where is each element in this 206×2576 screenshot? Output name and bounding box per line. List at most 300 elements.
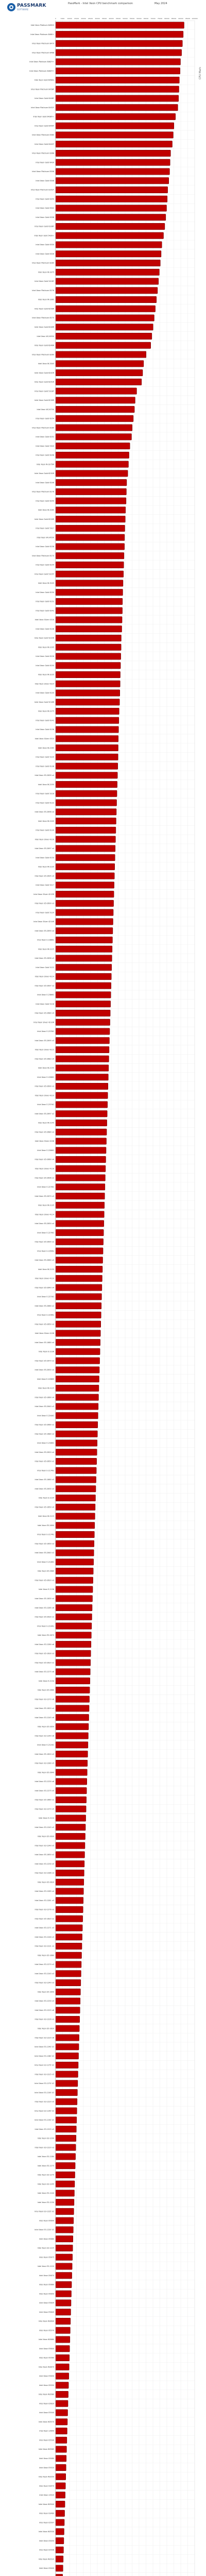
bar [56,836,115,842]
bar [56,2437,67,2443]
bar [56,1348,100,1354]
category-label: Intel Xeon E5-1620 v3 [35,1753,54,1755]
bar [56,1586,93,1592]
chart-title: PassMark - Intel Xeon CPU benchmark comparison [68,2,133,5]
bar [56,2263,72,2269]
bar [56,1165,106,1172]
category-label: Intel Xeon X5660 [39,2283,54,2286]
bar [56,1714,89,1720]
category-label: Intel Xeon E5-2696 v2 [35,1177,54,1179]
bar [56,1458,97,1464]
bar [56,1440,97,1446]
bar [56,2245,73,2251]
category-label: Intel Xeon E-2286G [37,1149,54,1151]
bar [56,1669,90,1675]
x-tick-label: 50000 [123,18,128,20]
category-label: Intel Xeon Gold 6226R [34,518,54,520]
bar [56,104,178,110]
category-label: Intel Xeon E-2174G [37,1533,54,1536]
x-tick-label: 85000 [171,18,177,20]
category-label: Intel Xeon E3-1230 v3 [35,2000,54,2003]
bar [56,617,122,623]
category-label: Intel Xeon Gold 6246R [34,344,54,347]
category-label: Intel Xeon E-2134 [38,1680,54,1682]
bar [56,178,169,184]
bar [56,2291,72,2297]
category-label: Intel Xeon Gold 6458Q [34,79,54,81]
bar [56,2519,64,2526]
category-label: Intel Xeon E3-1220 v5 [35,2100,54,2103]
category-label: Intel Xeon Silver 4208 [35,1140,54,1143]
category-label: Intel Xeon E5-2690 v3 [35,1085,54,1088]
bar [56,772,117,778]
bar [56,214,166,221]
category-label: Intel Xeon E-2144G [37,1625,54,1628]
category-label: Intel Xeon E-2288G [37,1076,54,1078]
bar [56,141,173,147]
bar [56,1321,101,1327]
bar [56,1184,105,1190]
bar [56,2556,63,2562]
bar [56,2364,69,2370]
bar [56,59,180,65]
bar [56,2446,66,2452]
bar [56,589,123,595]
bar [56,232,164,239]
category-label: Intel Xeon E5-2690 v2 [35,1241,54,1243]
bar [56,22,184,28]
category-label: Intel Xeon E5-2640 [37,1771,54,1774]
category-label: Intel Xeon Gold 6438Y+ [33,115,54,118]
bar [56,1046,109,1053]
bar [56,717,119,723]
category-label: Intel Xeon E3-1276 v3 [35,1908,54,1911]
category-label: Intel Xeon X5670 [39,2274,54,2277]
bar [56,2391,68,2397]
category-label: Intel Xeon E5-1620 v4 [35,1707,54,1710]
category-label: Intel Xeon Gold 6342 [36,207,54,210]
bar [56,525,125,531]
bar [56,488,126,495]
category-label: Intel Xeon W-2475X [37,408,54,411]
bar [56,1879,84,1885]
category-label: Intel Xeon Silver 4314 [35,683,54,685]
bar [56,1998,80,2004]
bar [56,1705,89,1711]
category-label: Intel Xeon X5680 [39,2238,54,2240]
bar [56,1138,107,1144]
category-label: Intel Xeon E5-2650 v3 [35,1323,54,1326]
x-tick-label: 15000 [74,18,79,20]
category-label: Intel Xeon L5520 [39,2494,54,2497]
category-label: Intel Xeon Gold 5318Y [35,390,54,393]
bar [56,1559,94,1565]
category-label: Intel Xeon Gold 5418Y [35,280,54,283]
x-tick-label: 35000 [101,18,107,20]
category-label: Intel Xeon E3-1280 v6 [35,1643,54,1646]
bar [56,461,128,467]
category-label: Intel Xeon Platinum 8460Y+ [29,70,54,72]
category-label: Intel Xeon W3690 [38,2320,54,2323]
bar [56,369,143,376]
x-tick-label: 45000 [115,18,121,20]
category-label: Intel Xeon X5690 [39,2219,54,2222]
category-label: Intel Xeon E5-2697 v4 [35,848,54,850]
category-label: Intel Xeon E5640 [39,2347,54,2350]
category-label: Intel Xeon W3570 [38,2420,54,2423]
bar [56,168,169,175]
bar [56,919,113,925]
x-tick-label: 60000 [136,18,142,20]
category-label: Intel Xeon W-2135 [38,1204,54,1207]
bar [56,1193,105,1199]
category-label: Intel Xeon Gold 6238R [34,399,54,402]
bar [56,113,176,120]
bar [56,1074,108,1080]
bar [56,653,121,659]
category-label: Intel Xeon Gold 6148 [36,628,54,630]
category-label: Intel Xeon W-2245 [38,820,54,822]
bar [56,744,118,751]
bar [56,763,118,769]
bar [56,1495,95,1501]
category-label: Intel Xeon E-2186G [37,1442,54,1445]
category-label: Intel Xeon E5-2683 v4 [35,1058,54,1060]
bar [56,196,167,202]
category-label: Intel Xeon E5-2620 v4 [35,1451,54,1453]
category-label: Intel Xeon Gold 6246 [36,481,54,484]
category-label: Intel Xeon W-3235 [38,673,54,676]
category-label: Intel Xeon Gold 5320 [36,445,54,447]
category-label: Intel Xeon E5-1660 [37,1954,54,1957]
category-label: Intel Xeon E5620 [39,2402,54,2405]
category-label: Intel Xeon E5-2695 v4 [35,875,54,877]
category-label: Intel Xeon X3450 [39,2539,54,2542]
bar [56,2181,75,2187]
bar [56,1092,108,1098]
category-label: Intel Xeon W-2123 [38,1515,54,1518]
bar [56,671,121,677]
x-tick-label: 0 [55,18,56,20]
category-label: Intel Xeon E3-1285 v6 [35,1606,54,1609]
category-label: Intel Xeon Gold 5118 [36,1003,54,1005]
bar [56,315,154,321]
category-label: Intel Xeon Platinum 8352Y [31,189,54,191]
bar [56,150,170,156]
category-label: Intel Xeon Silver 4216 [35,838,54,841]
bar [56,1202,105,1208]
category-label: Intel Xeon E5-2660 v3 [35,1259,54,1262]
category-label: Intel Xeon W-2133 [38,1268,54,1270]
category-label: Intel Xeon E5-1650 v3 [35,1543,54,1545]
bar [56,1742,88,1748]
bar [56,2574,63,2576]
bar [56,1797,87,1803]
bar [56,955,112,961]
bar [56,973,111,979]
category-label: Intel Xeon Gold 6132 [36,802,54,804]
category-label: Intel Xeon X5570 [39,2329,54,2332]
bar [56,1312,101,1318]
category-label: Intel Xeon E3-1220 V2 [35,2229,54,2231]
category-label: Intel Xeon Gold 5420+ [34,234,54,237]
category-label: Intel Xeon Gold 5218 [36,792,54,795]
bar [56,1330,100,1336]
bar [56,754,118,760]
bar [56,1925,82,1931]
category-label: Intel Xeon Silver 4116 [35,1167,54,1170]
bar [56,1001,111,1007]
category-label: Intel Xeon E5-2680 [37,1570,54,1572]
bar [56,534,125,540]
category-label: Intel Xeon Gold 6336Y [35,225,54,228]
category-label: Intel Xeon Platinum 8270 [32,317,54,319]
bar [56,580,123,586]
bar [56,1294,101,1300]
category-label: Intel Xeon Silver 4316 [35,619,54,621]
category-label: Intel Xeon E5-2690 v4 [35,929,54,932]
bar [56,2098,77,2105]
category-label: Intel Xeon E5-1650 v2 [35,1854,54,1856]
bar [56,2318,71,2324]
bar [56,425,132,431]
category-label: Intel Xeon X3470 [39,2485,54,2487]
category-label: Intel Xeon E3-1230 v5 [35,1862,54,1865]
bar [56,1540,94,1547]
category-label: Intel Xeon Silver 4215R [33,893,54,895]
category-label: Intel Xeon E5-2640 v3 [35,1405,54,1408]
category-label: Intel Xeon W3540 [38,2503,54,2505]
category-label: Intel Xeon L5640 [39,2430,54,2432]
bar [56,2108,77,2114]
category-label: Intel Xeon Gold 6240R [34,371,54,374]
bar [56,809,116,815]
category-label: Intel Xeon Gold 6230R [34,472,54,475]
category-label: Intel Xeon W-2125 [38,1387,54,1389]
bar [56,86,179,92]
x-tick-label: 80000 [164,18,169,20]
category-label: Intel Xeon W-3265 [38,509,54,512]
category-label: Intel Xeon W-2275 [38,710,54,713]
category-label: Intel Xeon W-2295 [38,646,54,649]
category-label: Intel Xeon E5-2640 v2 [35,1552,54,1554]
bar [56,2336,70,2343]
bar [56,388,136,394]
category-label: Intel Xeon E3-1281 v3 [35,1899,54,1902]
bar [56,946,112,952]
bar [56,1943,82,1949]
category-label: Intel Xeon E3-1240 v3 [35,1981,54,1984]
bar [56,708,119,714]
bar [56,1467,96,1473]
category-label: Intel Xeon Gold 6254 [36,417,54,420]
bar [56,2300,71,2306]
bar [56,818,116,824]
bar [56,2044,79,2050]
category-label: Intel Xeon E5-2640 v4 [35,1286,54,1289]
category-label: Intel Xeon X5650 [39,2293,54,2295]
bar [56,2144,76,2150]
category-label: Intel Xeon E-2388G [37,939,54,941]
category-label: Intel Xeon E-2236 [38,1350,54,1353]
bar [56,2483,65,2489]
bar [56,1403,98,1410]
category-label: Intel Xeon E3-1270 v3 [35,1963,54,1966]
bar [56,1239,104,1245]
category-label: Intel Xeon E5-1630 v4 [35,1597,54,1600]
bar [56,1358,100,1364]
category-label: Intel Xeon E-2278G [37,1186,54,1189]
bar [56,790,117,796]
bar [56,1248,103,1254]
bar [56,644,121,650]
category-label: Intel Xeon Gold 6138 [36,765,54,768]
category-label: Intel Xeon Platinum 8280 [32,262,54,264]
category-label: Intel Xeon E5-2695 v3 [35,1039,54,1042]
bar [56,1989,80,1995]
bar [56,982,111,989]
bar [56,242,162,248]
category-label: Intel Xeon E3-1225 v3 [35,2128,54,2130]
category-label: Intel Xeon E5-2650 v2 [35,1460,54,1463]
bar [56,2089,77,2095]
category-label: Intel Xeon Silver 4310 [35,737,54,740]
category-label: Intel Xeon E5-2680 v4 [35,1012,54,1014]
bar [56,690,120,696]
category-label: Intel Xeon E5-1660 v4 [35,1396,54,1399]
category-label: Intel Xeon Gold 6258R [34,308,54,310]
category-label: Intel Xeon E5-2690 [37,1524,54,1527]
category-label: Intel Xeon Gold 6326 [36,252,54,255]
bar [56,1604,92,1611]
bar [56,2135,76,2141]
category-label: Intel Xeon E5645 [39,2311,54,2313]
category-label: Intel Xeon E5-2680 v3 [35,1131,54,1133]
bar [56,863,115,870]
category-label: Intel Xeon Gold 6330 [36,244,54,246]
bar [56,2035,79,2041]
category-label: Intel Xeon Gold 6354 [36,198,54,200]
bar [56,1367,99,1373]
category-label: Intel Xeon E5-1630 v3 [35,1652,54,1655]
bar [56,2235,73,2242]
bar [56,1614,92,1620]
category-label: Intel Xeon E5-2680 v2 [35,1304,54,1307]
bar [56,1038,109,1044]
bar [56,1806,86,1812]
bar [56,2428,67,2434]
category-label: Intel Xeon E5-2620 [37,1881,54,1884]
bar [56,2281,72,2287]
bar [56,2400,68,2406]
bar [56,1733,88,1739]
category-label: Intel Xeon E3-1225 [37,2247,54,2249]
bar [56,1266,102,1272]
category-label: Intel Xeon Gold 5220R [34,637,54,639]
category-label: Intel Xeon E3-1280 [37,2156,54,2158]
category-label: Intel Xeon E3-1270 v6 [35,1698,54,1701]
category-label: Intel Xeon E-2386G [37,994,54,996]
category-label: Intel Xeon W3670 [38,2366,54,2368]
bar [56,544,125,550]
category-label: Intel Xeon Gold 6242 [36,609,54,612]
bar [56,187,168,193]
category-label: Intel Xeon Gold 5218R [34,701,54,703]
category-label: Intel Xeon Silver 4214 [35,975,54,978]
bar [56,937,112,943]
x-tick-label: 30000 [95,18,100,20]
category-label: Intel Xeon X3460 [39,2512,54,2515]
bar [56,1302,101,1309]
category-label: Intel Xeon E3-1230 [37,2201,54,2204]
category-label: Intel Xeon W-3365 [38,298,54,301]
bar [56,1284,102,1291]
bar [56,2199,74,2205]
category-label: Intel Xeon W-2495X [37,335,54,337]
bar [56,1129,107,1135]
bar [56,2510,65,2516]
x-tick-label: 20000 [81,18,86,20]
bar [56,333,152,339]
category-label: Intel Xeon Gold 6240 [36,500,54,502]
category-label: Intel Xeon Gold 5122 [36,966,54,969]
category-label: Intel Xeon E3-1220 [37,2265,54,2268]
category-label: Intel Xeon E3-1220 v3 [35,2146,54,2149]
category-label: Intel Xeon W3530 [38,2531,54,2533]
category-label: Intel Xeon E5540 [39,2412,54,2414]
category-label: Intel Xeon E5530 [39,2439,54,2442]
category-label: Intel Xeon E-2246G [37,1314,54,1316]
bar [56,827,116,833]
category-label: Intel Xeon Platinum 8490H [30,24,54,27]
bar [56,1275,102,1281]
category-label: Intel Xeon Gold 5120 [36,911,54,914]
category-label: Intel Xeon E-2124 [38,1817,54,1820]
bar [56,1870,84,1876]
category-label: Intel Xeon Platinum 8170 [32,554,54,557]
category-label: Intel Xeon E3-1245 v6 [35,1716,54,1719]
x-tick-label: 95000 [185,18,191,20]
category-label: Intel Xeon Platinum 8470 [32,42,54,45]
category-label: Intel Xeon E5630 [39,2375,54,2378]
bar [56,1751,88,1757]
category-label: Intel Xeon E3-1225 V2 [35,2210,54,2213]
category-label: Intel Xeon W-2145 [38,1122,54,1124]
bar [56,1906,83,1912]
category-label: Intel Xeon E3-1246 v3 [35,1936,54,1938]
category-label: Intel Xeon Gold 6150 [36,664,54,667]
bar [56,1687,90,1693]
bar [56,2346,70,2352]
category-label: Intel Xeon Gold 5315Y [35,573,54,575]
bar [56,726,118,733]
category-label: Intel Xeon W-3275M [36,463,54,466]
category-label: Intel Xeon E5-1680 v4 [35,1341,54,1344]
category-label: Intel Xeon Gold 6140 [36,692,54,694]
x-tick-label: 40000 [109,18,114,20]
category-label: Intel Xeon E3-1286 v3 [35,1872,54,1874]
bar [56,1120,107,1126]
bar [56,607,123,614]
category-label: Intel Xeon X5675 [39,2256,54,2259]
bar [56,2208,74,2214]
category-label: Intel Xeon E5-2630 [37,1835,54,1838]
x-tick-label: 10000 [67,18,72,20]
category-label: Intel Xeon E3-1225 v6 [35,2009,54,2011]
category-label: Intel Xeon E-2356G [37,1250,54,1252]
bar [56,598,123,604]
bar [56,1449,97,1455]
